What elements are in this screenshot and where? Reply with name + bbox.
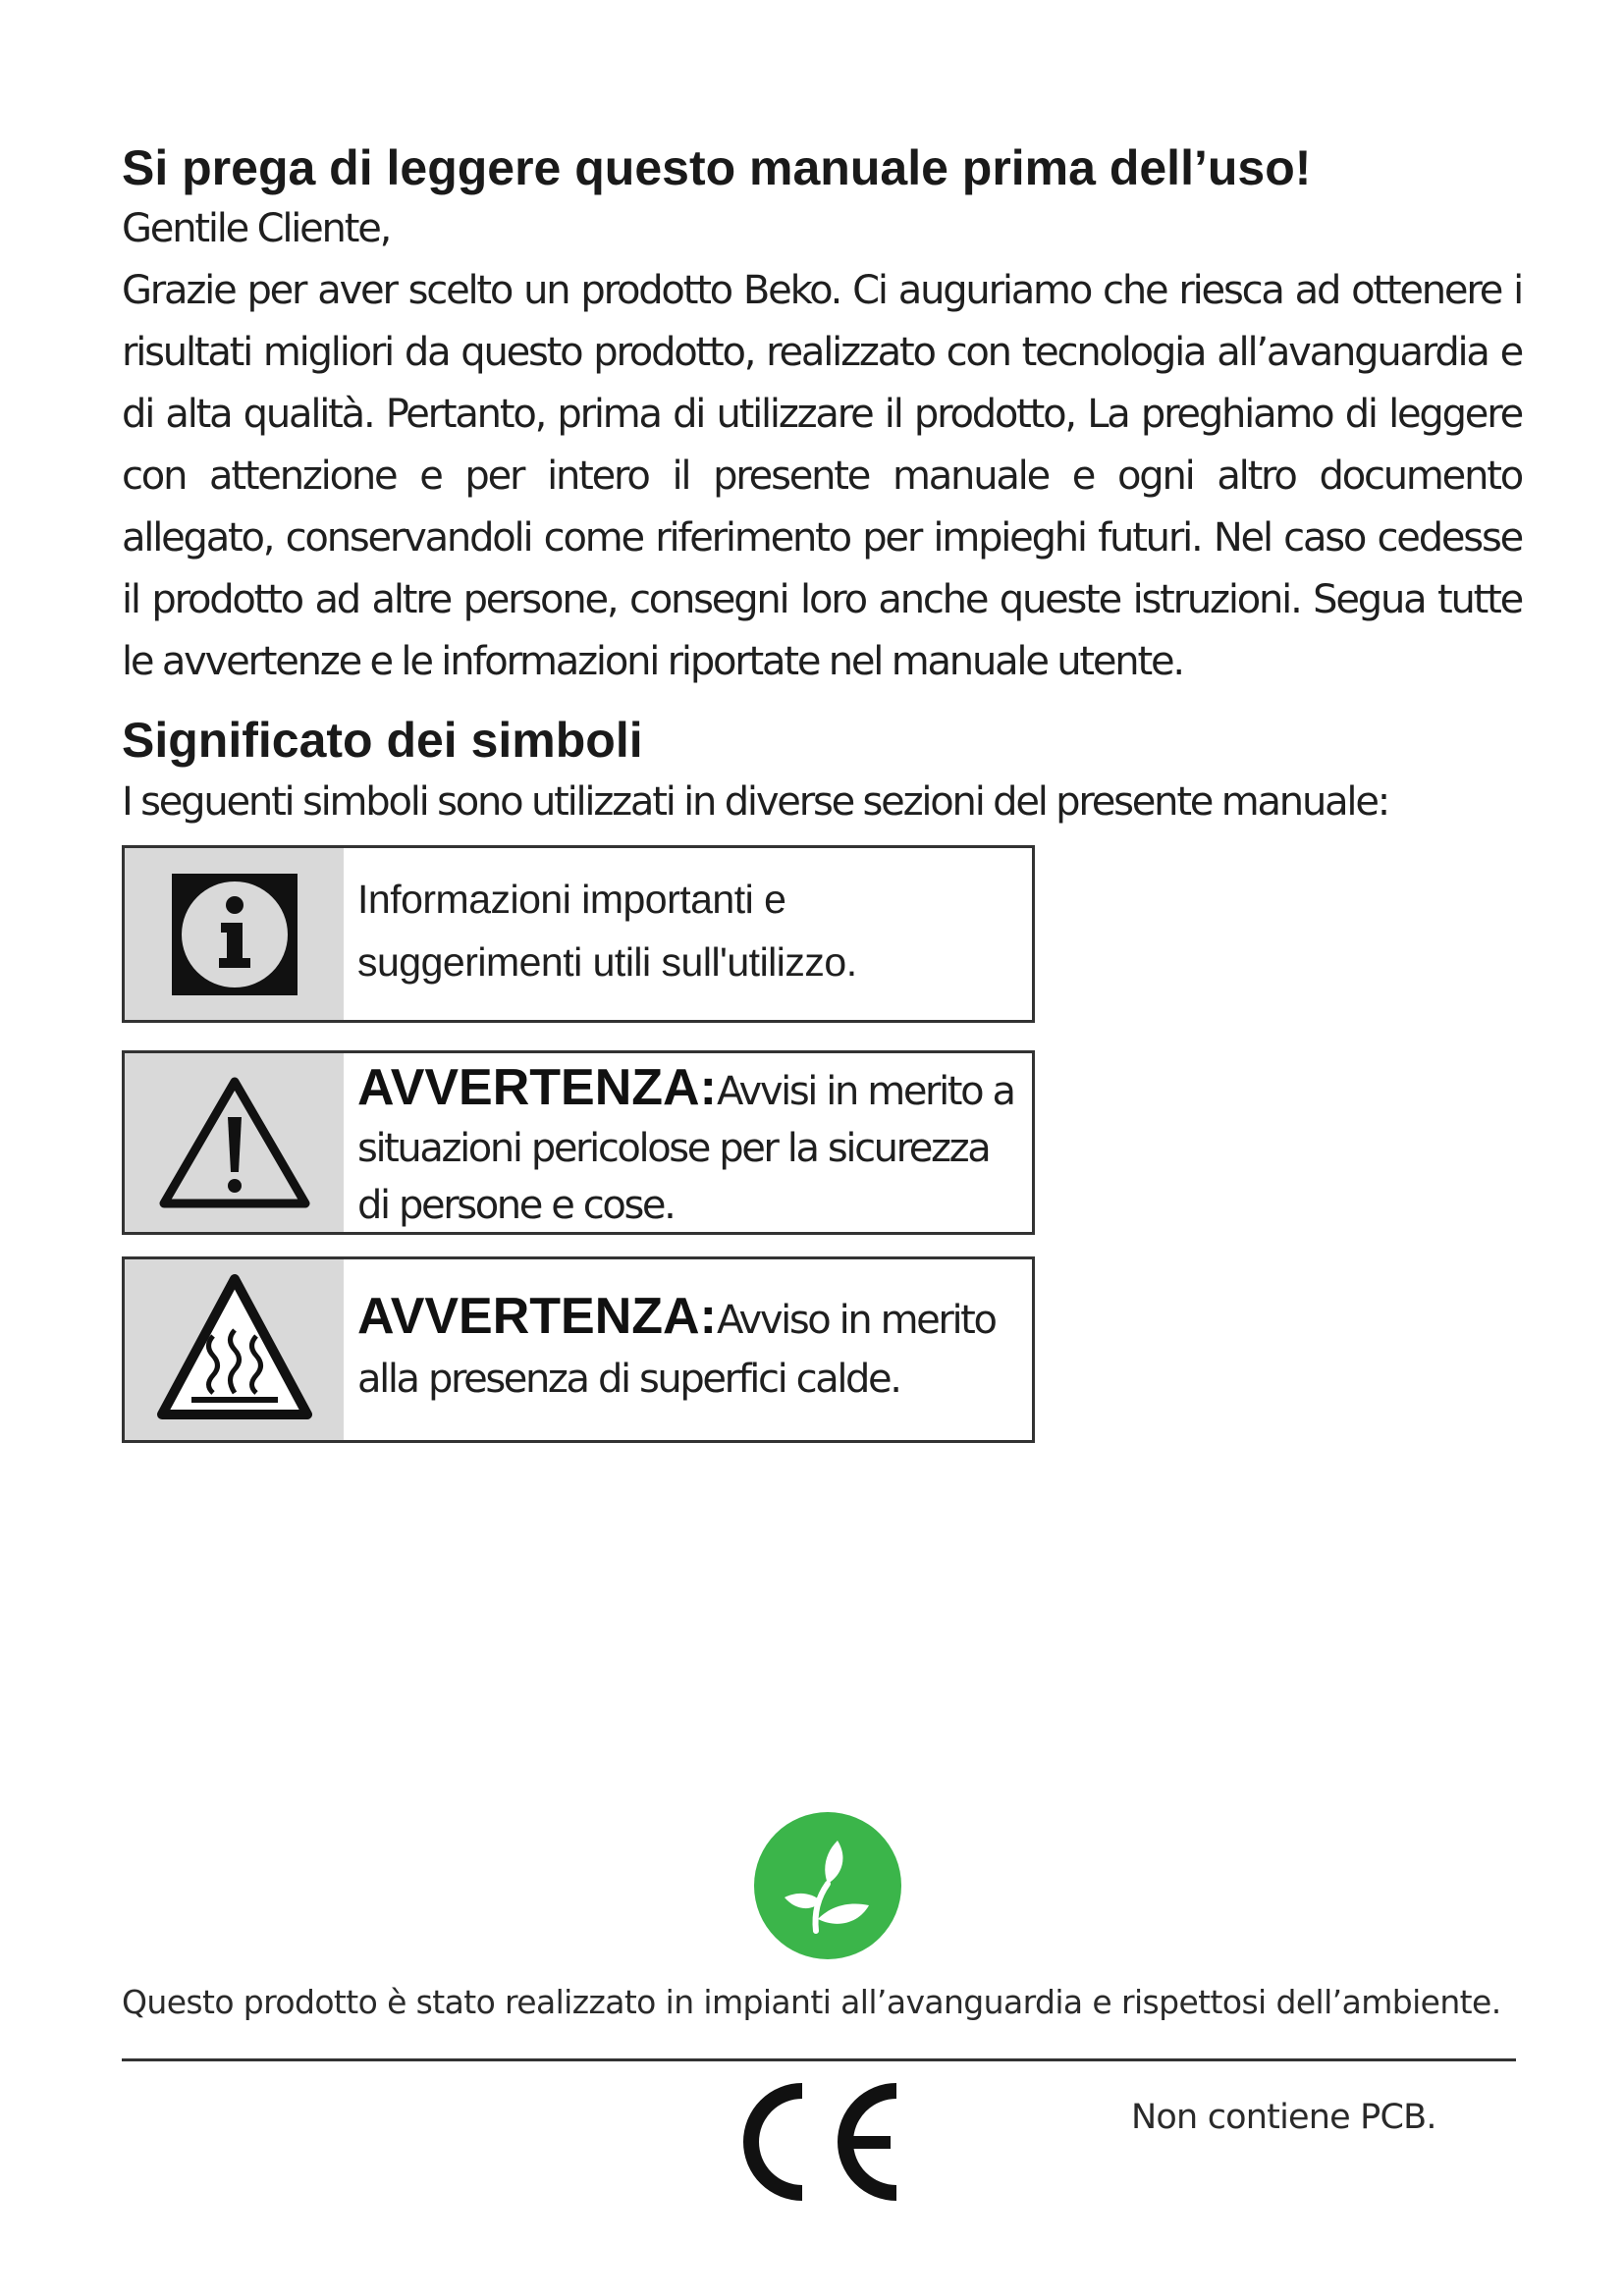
- symbol-text: [344, 1053, 1032, 1232]
- ce-mark-icon: [733, 2081, 906, 2203]
- symbol-description: Informazioni importanti e suggerimenti utili sull'utilizzo.: [357, 877, 857, 985]
- warning-label: AVVERTENZA:: [357, 1288, 717, 1345]
- divider: [122, 2058, 1516, 2061]
- symbol-text: [344, 1259, 1032, 1440]
- intro-paragraph: Grazie per aver scelto un prodotto Beko. Ci auguriamo che riesca ad ottenere i risultati migliori da questo prodotto, realizzato con tecnologia all’avanguardia e di alta qualità. Pertanto, prima di utilizzare il prodotto, La preghiamo di leggere con attenzione e per intero il presente manuale e ogni altro documento allegato, conservandoli come riferimento per impieghi futuri. Nel caso cedesse il prodotto ad altre persone, consegni loro anche queste istruzioni. Segua tutte le avvertenze e le informazioni riportate nel manuale utente.: [122, 268, 1522, 684]
- symbol-description: Avvisi in merito a situazioni pericolose per la sicurezza di persone e cose.: [357, 1069, 1014, 1228]
- symbol-box-info: [122, 845, 1035, 1023]
- symbol-text: [344, 848, 1032, 1020]
- pcb-note: Non contiene PCB.: [1131, 2098, 1436, 2137]
- warning-label: AVVERTENZA:: [357, 1059, 717, 1116]
- warning-triangle-icon: [156, 1074, 313, 1211]
- leaf-eco-icon: [753, 1811, 902, 1960]
- manual-page: [122, 137, 1522, 833]
- symbol-icon-cell: [125, 848, 344, 1020]
- eco-note: Questo prodotto è stato realizzato in impianti all’avanguardia e rispettosi dell’ambiente.: [122, 1983, 1501, 2021]
- symbol-box-hot-surface: [122, 1256, 1035, 1443]
- page-title: Si prega di leggere questo manuale prima dell’uso!: [122, 140, 1312, 195]
- symbol-icon-cell: [125, 1053, 344, 1232]
- symbol-description: Avviso in merito alla presenza di superfici calde.: [357, 1298, 996, 1402]
- greeting: Gentile Cliente,: [122, 206, 391, 251]
- info-icon: [172, 874, 298, 995]
- symbols-intro: I seguenti simboli sono utilizzati in diverse sezioni del presente manuale:: [122, 779, 1389, 825]
- symbols-heading: Significato dei simboli: [122, 713, 643, 768]
- hot-surface-icon: [152, 1267, 317, 1432]
- symbol-icon-cell: [125, 1259, 344, 1440]
- symbol-box-warning: [122, 1050, 1035, 1235]
